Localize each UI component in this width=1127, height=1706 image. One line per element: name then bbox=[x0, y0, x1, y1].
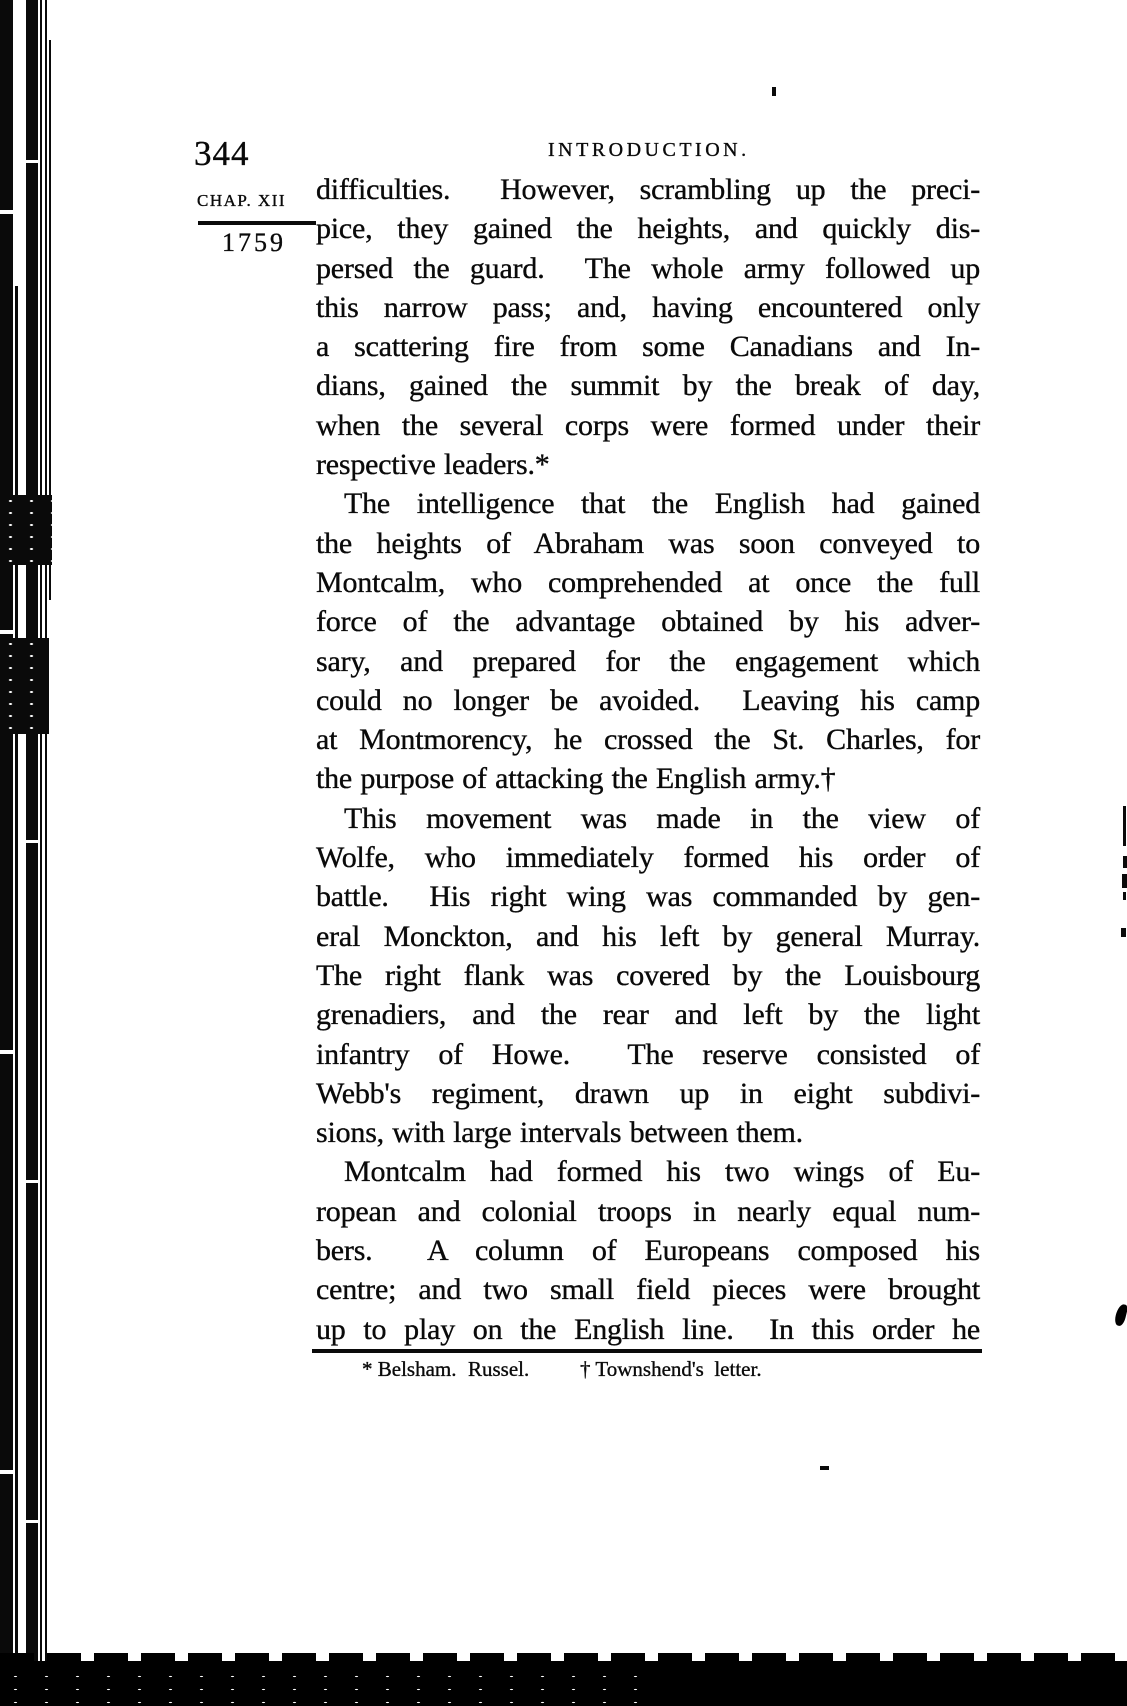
text-line: bers. A column of Europeans composed his bbox=[316, 1234, 980, 1268]
scan-artifact-speck bbox=[1123, 892, 1126, 900]
text-line: The intelligence that the English had gained bbox=[344, 487, 980, 521]
text-line: dians, gained the summit by the break of day, bbox=[316, 369, 980, 403]
text-line: sary, and prepared for the engagement which bbox=[316, 644, 980, 678]
text-line: ropean and colonial troops in nearly equal num- bbox=[316, 1194, 980, 1228]
footnote-rule bbox=[312, 1349, 982, 1353]
footnote-source: * Belsham. bbox=[362, 1357, 457, 1381]
footnote-source: † Townshend's letter. bbox=[580, 1357, 762, 1381]
text-line: Montcalm, who comprehended at once the full bbox=[316, 565, 980, 599]
text-line: Webb's regiment, drawn up in eight subdivi- bbox=[316, 1076, 980, 1110]
scan-artifact-speck bbox=[1123, 856, 1127, 868]
text-line: force of the advantage obtained by his adver- bbox=[316, 605, 980, 639]
text-line: respective leaders.* bbox=[316, 448, 550, 482]
text-line: pice, they gained the heights, and quickly dis- bbox=[316, 212, 980, 246]
year-sidenote: 1759 bbox=[222, 228, 286, 257]
footnote-source: Russel. bbox=[468, 1357, 530, 1381]
scan-artifact-gutter-bar bbox=[40, 0, 42, 1666]
page-number: 344 bbox=[194, 134, 250, 173]
scan-artifact-gutter-bar bbox=[45, 0, 47, 1666]
scan-artifact-speck bbox=[1123, 806, 1126, 846]
text-line: a scattering fire from some Canadians and In- bbox=[316, 330, 980, 364]
text-line: the purpose of attacking the English army.† bbox=[316, 762, 836, 796]
scan-artifact-speck bbox=[772, 87, 776, 96]
scan-artifact-gutter-patch bbox=[0, 495, 52, 565]
sidenote-rule bbox=[198, 221, 316, 225]
text-line: This movement was made in the view of bbox=[344, 801, 980, 835]
text-line: battle. His right wing was commanded by gen- bbox=[316, 880, 980, 914]
text-line: sions, with large intervals between them. bbox=[316, 1116, 803, 1150]
running-header: INTRODUCTION. bbox=[548, 139, 750, 161]
text-line: at Montmorency, he crossed the St. Charles, for bbox=[316, 723, 980, 757]
text-line: difficulties. However, scrambling up the preci- bbox=[316, 173, 980, 206]
scan-artifact-blot bbox=[1113, 1303, 1127, 1327]
text-line: could no longer be avoided. Leaving his camp bbox=[316, 683, 980, 717]
text-line: The right flank was covered by the Louisbourg bbox=[316, 958, 980, 992]
body-text bbox=[316, 170, 980, 1349]
text-line: infantry of Howe. The reserve consisted of bbox=[316, 1037, 980, 1071]
text-line: persed the guard. The whole army followed up bbox=[316, 251, 980, 285]
scan-artifact-speck bbox=[1122, 874, 1127, 888]
text-line: Montcalm had formed his two wings of Eu- bbox=[344, 1155, 980, 1189]
scan-artifact-gutter-bar bbox=[15, 286, 18, 1666]
scan-artifact-bottom-speckle bbox=[0, 1670, 640, 1704]
scan-artifact-gutter-bar bbox=[26, 0, 38, 1666]
scan-artifact-speck bbox=[820, 1466, 829, 1470]
text-line: up to play on the English line. In this order he bbox=[316, 1312, 980, 1346]
text-line: when the several corps were formed under their bbox=[316, 408, 980, 442]
scan-artifact-gutter-patch bbox=[0, 638, 49, 734]
scan-artifact-gutter-bar bbox=[0, 0, 13, 1666]
text-line: grenadiers, and the rear and left by the light bbox=[316, 998, 980, 1032]
text-line: Wolfe, who immediately formed his order of bbox=[316, 841, 980, 875]
text-line: this narrow pass; and, having encountered only bbox=[316, 290, 980, 324]
text-line: centre; and two small field pieces were brought bbox=[316, 1273, 980, 1307]
scan-artifact-speck bbox=[1121, 928, 1126, 937]
text-line: eral Monckton, and his left by general Murray. bbox=[316, 919, 980, 953]
chapter-sidenote: CHAP. XII bbox=[197, 191, 287, 210]
text-line: the heights of Abraham was soon conveyed to bbox=[316, 526, 980, 560]
